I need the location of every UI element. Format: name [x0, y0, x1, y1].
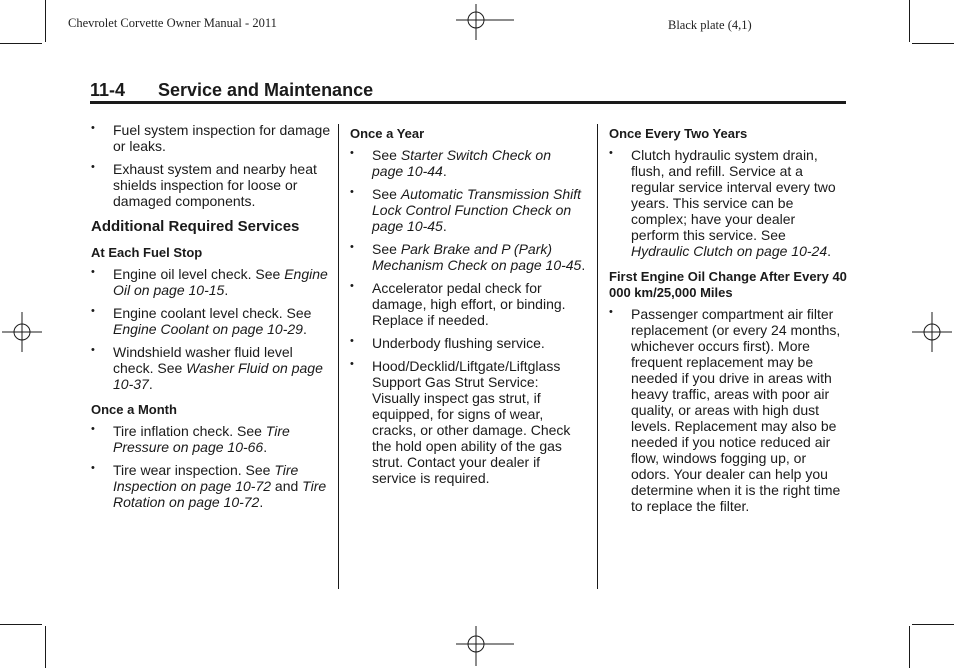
bullet: • — [350, 335, 354, 347]
list-item: • Passenger compartment air filter replacement (or every 24 months, whichever occurs first). More frequent replacement may be needed if you drive in areas with heavy traffic, areas with poor air quality, or areas with high dust levels. Replacement may also be needed if you notice reduced air flow, windows fogging up, or odors. Your dealer can help you determine when it is the right time to replace the filter. — [609, 306, 841, 514]
section-number: 11-4 — [90, 80, 126, 100]
bullet: • — [350, 186, 354, 198]
column-1 — [91, 122, 331, 517]
page-reference[interactable]: Washer Fluid on page 10-37 — [113, 360, 323, 392]
bullet: • — [91, 161, 95, 173]
crop-mark — [909, 626, 910, 668]
crop-mark — [909, 0, 910, 42]
subheading: Once a Year — [350, 126, 425, 141]
subheading: At Each Fuel Stop — [91, 245, 203, 260]
section-heading: Additional Required Services — [91, 218, 300, 235]
page-reference[interactable]: Park Brake and P (Park) Mechanism Check on page 10-45 — [372, 241, 582, 273]
list-item: • Tire inflation check. See Tire Pressure on page 10-66. — [91, 423, 290, 455]
column-divider — [338, 124, 339, 589]
crop-mark — [912, 624, 954, 625]
subheading: First Engine Oil Change After Every 40 000 km/25,000 Miles — [609, 269, 847, 300]
first-oil-list — [609, 306, 847, 514]
fuel-stop-list — [91, 266, 331, 392]
crop-mark — [45, 0, 46, 42]
list-item: • Engine coolant level check. See Engine Coolant on page 10-29. — [91, 305, 312, 337]
plate-label: Black plate (4,1) — [668, 18, 752, 32]
intro-list — [91, 122, 331, 209]
section-title: Service and Maintenance — [158, 80, 374, 100]
page-reference[interactable]: Hydraulic Clutch on page 10-24 — [631, 243, 828, 259]
list-item: • See Automatic Transmission Shift Lock Control Function Check on page 10-45. — [350, 186, 582, 234]
subheading: Once Every Two Years — [609, 126, 748, 141]
bullet: • — [91, 344, 95, 356]
page-reference[interactable]: Engine Coolant on page 10-29 — [113, 321, 303, 337]
bullet: • — [350, 280, 354, 292]
bullet: • — [91, 122, 95, 134]
column-divider — [597, 124, 598, 589]
page-reference[interactable]: Tire Pressure on page 10-66 — [113, 423, 290, 455]
bullet: • — [91, 266, 95, 278]
list-item: • Hood/Decklid/Liftgate/Liftglass Support Gas Strut Service: Visually inspect gas strut, if equipped, for signs of wear, cracks, or other damage. Check the hold open ability of the gas strut. Contact your dealer if service is required. — [350, 358, 571, 486]
two-years-list — [609, 147, 847, 259]
bullet: • — [350, 358, 354, 370]
bullet: • — [91, 462, 95, 474]
list-item: • Clutch hydraulic system drain, flush, and refill. Service at a regular service interval every two years. This service can be complex; have your dealer perform this service. See Hydraulic Clutch on page 10-24. — [609, 147, 836, 259]
list-item: • Underbody flushing service. — [350, 335, 545, 351]
crop-mark — [0, 43, 42, 44]
list-item: • Fuel system inspection for damage or leaks. — [91, 122, 331, 154]
bullet: • — [350, 241, 354, 253]
registration-mark-icon — [456, 2, 516, 42]
page-reference[interactable]: Engine Oil on page 10-15 — [113, 266, 328, 298]
page-reference[interactable]: Automatic Transmission Shift Lock Control Function Check on page 10-45 — [372, 186, 582, 234]
list-item: • Windshield washer fluid level check. See Washer Fluid on page 10-37. — [91, 344, 323, 392]
bullet: • — [609, 306, 613, 318]
crop-mark — [912, 43, 954, 44]
subheading: Once a Month — [91, 402, 177, 417]
manual-title: Chevrolet Corvette Owner Manual - 2011 — [68, 16, 277, 30]
month-list — [91, 423, 331, 510]
list-item: • See Starter Switch Check on page 10-44. — [350, 147, 551, 179]
list-item: • See Park Brake and P (Park) Mechanism Check on page 10-45. — [350, 241, 586, 273]
bullet: • — [91, 305, 95, 317]
registration-mark-icon — [456, 626, 516, 666]
list-item: • Engine oil level check. See Engine Oil on page 10-15. — [91, 266, 328, 298]
crop-mark — [45, 626, 46, 668]
column-3 — [609, 122, 847, 521]
crop-mark — [0, 624, 42, 625]
page-reference[interactable]: Tire Rotation on page 10-72 — [113, 478, 327, 510]
registration-mark-icon — [2, 312, 42, 352]
bullet: • — [91, 423, 95, 435]
bullet: • — [609, 147, 613, 159]
column-2 — [350, 122, 586, 493]
year-list — [350, 147, 586, 486]
page-reference[interactable]: Starter Switch Check on page 10-44 — [372, 147, 551, 179]
list-item: • Tire wear inspection. See Tire Inspection on page 10-72 and Tire Rotation on page 10-72. — [91, 462, 327, 510]
list-item: • Exhaust system and nearby heat shields inspection for loose or damaged components. — [91, 161, 317, 209]
section-title-bar — [90, 80, 846, 104]
registration-mark-icon — [912, 312, 952, 352]
bullet: • — [350, 147, 354, 159]
list-item: • Accelerator pedal check for damage, high effort, or binding. Replace if needed. — [350, 280, 566, 328]
page-reference[interactable]: Tire Inspection on page 10-72 — [113, 462, 299, 494]
